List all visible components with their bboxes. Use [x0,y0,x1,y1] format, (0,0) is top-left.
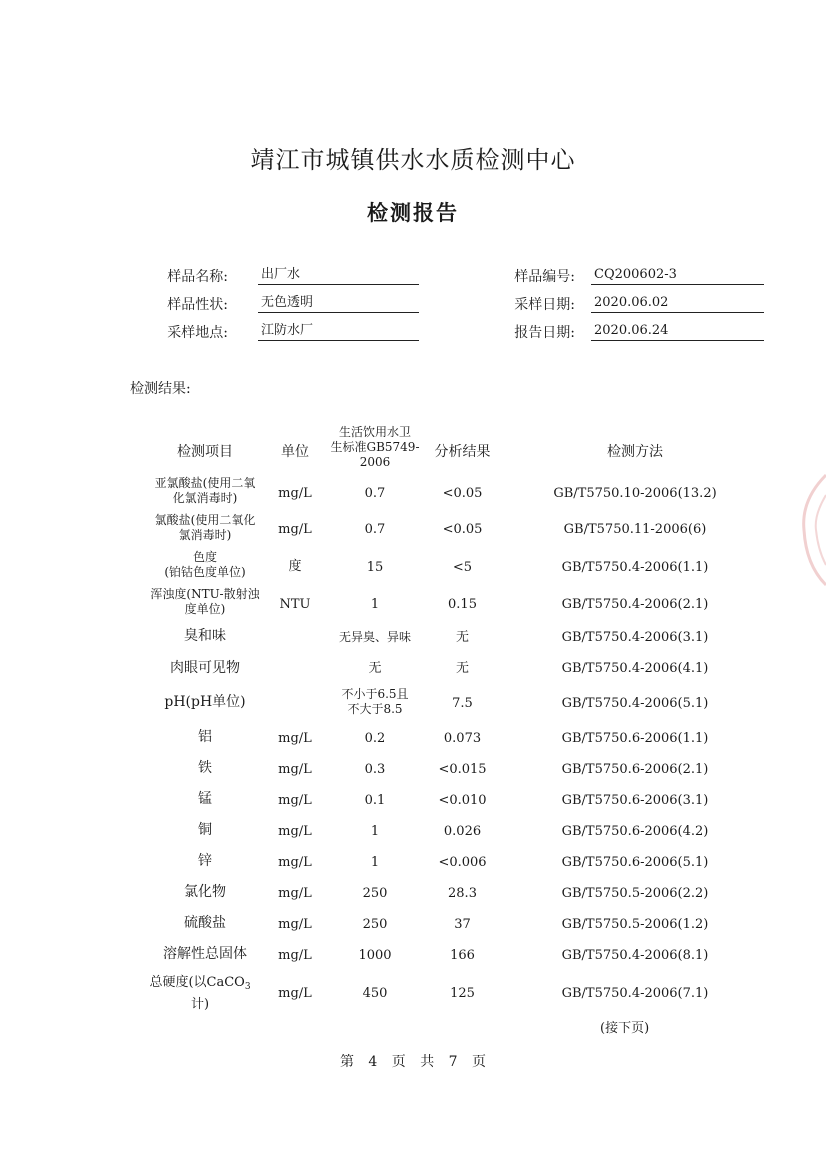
row-12-item: 氯化物 [184,884,226,900]
row-2-result: <5 [452,560,473,575]
row-9-standard: 0.1 [364,793,386,808]
header-standard [325,425,425,470]
header-unit: 单位 [281,444,309,460]
row-2-item [135,550,275,580]
row-15-unit: mg/L [278,986,312,1001]
row-6-standard-line1: 不小于6.5且 [341,687,409,701]
page-number: 第 4 页 共 7 页 [339,1054,487,1070]
sample-name-value: 出厂水 [258,266,419,285]
row-5-result: 无 [455,661,469,676]
row-7-method: GB/T5750.6-2006(1.1) [561,731,709,746]
row-8-item: 铁 [198,760,212,776]
row-11-unit: mg/L [278,855,312,870]
sample-name-label: 样品名称: [167,269,228,285]
continued-note: (接下页) [600,1021,650,1036]
row-5-method: GB/T5750.4-2006(4.1) [561,661,709,676]
sampling-date-label: 采样日期: [514,297,575,313]
sample-property-label: 样品性状: [167,297,228,313]
row-7-result: 0.073 [443,731,482,746]
row-1-standard: 0.7 [364,522,386,537]
row-0-standard: 0.7 [364,486,386,501]
row-3-item [135,587,275,617]
row-6-method: GB/T5750.4-2006(5.1) [561,696,709,711]
row-9-unit: mg/L [278,793,312,808]
row-14-unit: mg/L [278,948,312,963]
row-11-result: <0.006 [438,855,487,870]
sampling-location-value: 江防水厂 [258,322,419,341]
header-item: 检测项目 [177,444,233,460]
row-0-method: GB/T5750.10-2006(13.2) [553,486,717,501]
row-15-standard: 450 [362,986,388,1001]
sampling-date-value: 2020.06.02 [591,294,764,313]
report-date-value: 2020.06.24 [591,322,764,341]
row-10-unit: mg/L [278,824,312,839]
row-13-unit: mg/L [278,917,312,932]
row-10-item: 铜 [198,822,212,838]
row-5-item: 肉眼可见物 [170,660,240,676]
row-14-result: 166 [450,948,475,963]
row-1-method: GB/T5750.11-2006(6) [563,522,707,537]
row-12-method: GB/T5750.5-2006(2.2) [561,886,709,901]
row-13-standard: 250 [362,917,388,932]
row-9-item: 锰 [198,791,212,807]
row-15-item-line2: 计) [190,997,210,1012]
header-standard-line1: 生活饮用水卫 [338,425,411,439]
row-12-unit: mg/L [278,886,312,901]
row-0-item [135,476,275,506]
row-0-item-line2: 化氯消毒时) [172,491,238,505]
row-2-method: GB/T5750.4-2006(1.1) [561,560,709,575]
row-9-method: GB/T5750.6-2006(3.1) [561,793,709,808]
row-10-result: 0.026 [443,824,482,839]
row-15-result: 125 [450,986,475,1001]
row-15-item [125,974,275,1013]
row-3-result: 0.15 [448,597,477,612]
row-1-item [135,513,275,543]
row-13-method: GB/T5750.5-2006(1.2) [561,917,709,932]
row-3-standard: 1 [370,597,380,612]
report-date-label: 报告日期: [514,325,575,341]
row-7-standard: 0.2 [364,731,386,746]
row-0-item-line1: 亚氯酸盐(使用二氧 [154,476,256,490]
row-2-unit: 度 [288,559,302,574]
row-7-item: 铝 [198,729,212,745]
row-6-standard-line2: 不大于8.5 [347,702,403,716]
row-3-method: GB/T5750.4-2006(2.1) [561,597,709,612]
row-0-result: <0.05 [442,486,483,501]
row-14-method: GB/T5750.4-2006(8.1) [561,948,709,963]
row-12-standard: 250 [362,886,388,901]
header-result: 分析结果 [434,444,491,460]
stamp-mark [796,470,826,590]
row-6-item: pH(pH单位) [164,694,246,710]
sample-property-value: 无色透明 [258,294,419,313]
sample-no-value: CQ200602-3 [591,266,764,285]
row-2-standard: 15 [366,560,384,575]
report-title: 检测报告 [367,200,459,225]
row-3-item-line2: 度单位) [184,602,226,616]
row-15-item-text: 总硬度(以CaCO [149,975,245,990]
row-6-standard [320,687,430,717]
row-1-item-line1: 氯酸盐(使用二氧化 [154,513,256,527]
row-14-item: 溶解性总固体 [163,946,247,962]
row-4-method: GB/T5750.4-2006(3.1) [561,630,709,645]
row-4-standard: 无异臭、异味 [338,630,411,644]
row-14-standard: 1000 [358,948,392,963]
row-9-result: <0.010 [438,793,487,808]
row-15-item-subscript: 3 [244,982,251,992]
row-13-result: 37 [454,917,471,932]
row-3-item-line1: 浑浊度(NTU-散射浊 [150,587,260,601]
row-8-standard: 0.3 [364,762,386,777]
sampling-location-label: 采样地点: [167,325,228,341]
row-1-unit: mg/L [278,522,312,537]
header-standard-line2: 生标准GB5749- [330,440,420,454]
row-8-method: GB/T5750.6-2006(2.1) [561,762,709,777]
sample-no-label: 样品编号: [514,269,575,285]
row-7-unit: mg/L [278,731,312,746]
row-4-item: 臭和味 [184,628,226,644]
row-2-item-line1: 色度 [192,550,217,564]
row-12-result: 28.3 [448,886,477,901]
row-0-unit: mg/L [278,486,312,501]
row-15-method: GB/T5750.4-2006(7.1) [561,986,709,1001]
row-13-item: 硫酸盐 [184,915,226,931]
row-4-result: 无 [455,630,469,645]
row-6-result: 7.5 [452,696,473,711]
row-5-standard: 无 [368,661,382,676]
row-8-result: <0.015 [438,762,487,777]
row-10-method: GB/T5750.6-2006(4.2) [561,824,709,839]
results-label: 检测结果: [130,381,191,397]
row-8-unit: mg/L [278,762,312,777]
row-3-unit: NTU [279,597,311,612]
row-15-item-line1 [125,974,275,996]
row-1-item-line2: 氯消毒时) [178,528,232,542]
row-10-standard: 1 [370,824,380,839]
row-1-result: <0.05 [442,522,483,537]
organization-title: 靖江市城镇供水水质检测中心 [250,146,576,174]
row-11-standard: 1 [370,855,380,870]
header-method: 检测方法 [607,444,663,460]
row-11-method: GB/T5750.6-2006(5.1) [561,855,709,870]
header-standard-line3: 2006 [359,455,391,469]
row-11-item: 锌 [198,853,212,869]
row-2-item-line2: (铂钴色度单位) [164,565,246,579]
